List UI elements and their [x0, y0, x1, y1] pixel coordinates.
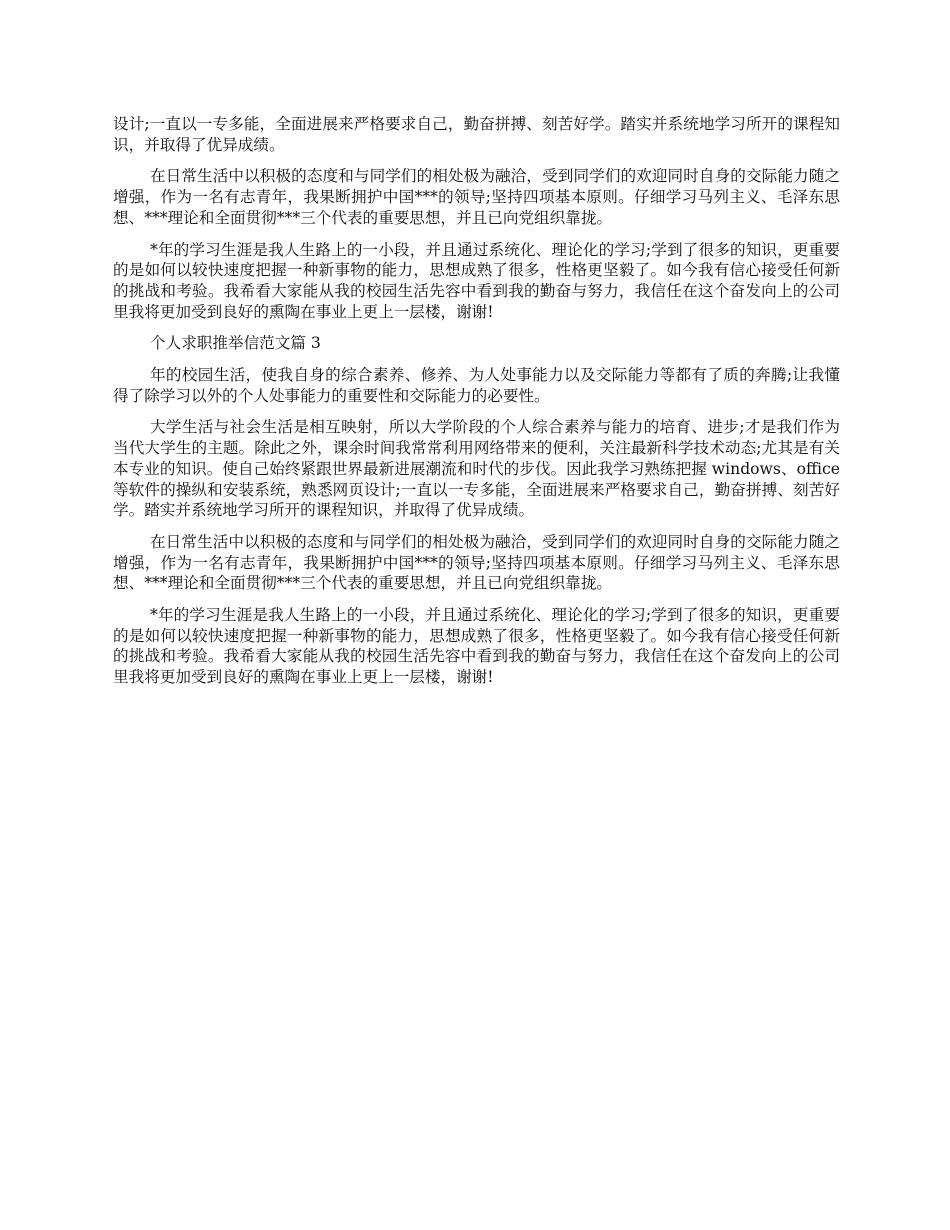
paragraph-study-career: *年的学习生涯是我人生路上的一小段，并且通过系统化、理论化的学习;学到了很多的知识，更重要的是如何以较快速度把握一种新事物的能力，思想成熟了很多，性格更坚毅了。如今我有信心接受任何新的挑战和考验。我希看大家能从我的校园生活先容中看到我的勤奋与努力，我信任在这个奋发向上的公司里我将更加受到良好的熏陶在事业上更上一层楼，谢谢!	[113, 240, 840, 321]
section-heading: 个人求职推举信范文篇 3	[150, 334, 321, 353]
paragraph-daily-life-repeat: 在日常生活中以积极的态度和与同学们的相处极为融洽，受到同学们的欢迎同时自身的交际能力随之增强，作为一名有志青年，我果断拥护中国***的领导;坚持四项基本原则。仔细学习马列主义、毛泽东思想、***理论和全面贯彻***三个代表的重要思想，并且已向党组织靠拢。	[113, 532, 840, 593]
paragraph-campus-life: 年的校园生活，使我自身的综合素养、修养、为人处事能力以及交际能力等都有了质的奔腾;让我懂得了除学习以外的个人处事能力的重要性和交际能力的必要性。	[113, 366, 840, 405]
document-page	[113, 114, 840, 699]
paragraph-study-career-repeat: *年的学习生涯是我人生路上的一小段，并且通过系统化、理论化的学习;学到了很多的知识，更重要的是如何以较快速度把握一种新事物的能力，思想成熟了很多，性格更坚毅了。如今我有信心接受任何新的挑战和考验。我希看大家能从我的校园生活先容中看到我的勤奋与努力，我信任在这个奋发向上的公司里我将更加受到良好的熏陶在事业上更上一层楼，谢谢!	[113, 606, 840, 687]
paragraph-university-life: 大学生活与社会生活是相互映射，所以大学阶段的个人综合素养与能力的培育、进步;才是我们作为当代大学生的主题。除此之外，课余时间我常常利用网络带来的便利，关注最新科学技术动态;尤其是有关本专业的知识。使自己始终紧跟世界最新进展潮流和时代的步伐。因此我学习熟练把握 windows、office 等软件的操纵和安装系统，熟悉网页设计;一直以一专多能，全面进展来严格要求自己，勤奋拼搏、刻苦好学。踏实并系统地学习所开的课程知识，并取得了优异成绩。	[113, 418, 840, 520]
paragraph-daily-life: 在日常生活中以积极的态度和与同学们的相处极为融洽，受到同学们的欢迎同时自身的交际能力随之增强，作为一名有志青年，我果断拥护中国***的领导;坚持四项基本原则。仔细学习马列主义、毛泽东思想、***理论和全面贯彻***三个代表的重要思想，并且已向党组织靠拢。	[113, 167, 840, 227]
paragraph-continuation: 设计;一直以一专多能，全面进展来严格要求自己，勤奋拼搏、刻苦好学。踏实并系统地学习所开的课程知识，并取得了优异成绩。	[113, 115, 840, 154]
